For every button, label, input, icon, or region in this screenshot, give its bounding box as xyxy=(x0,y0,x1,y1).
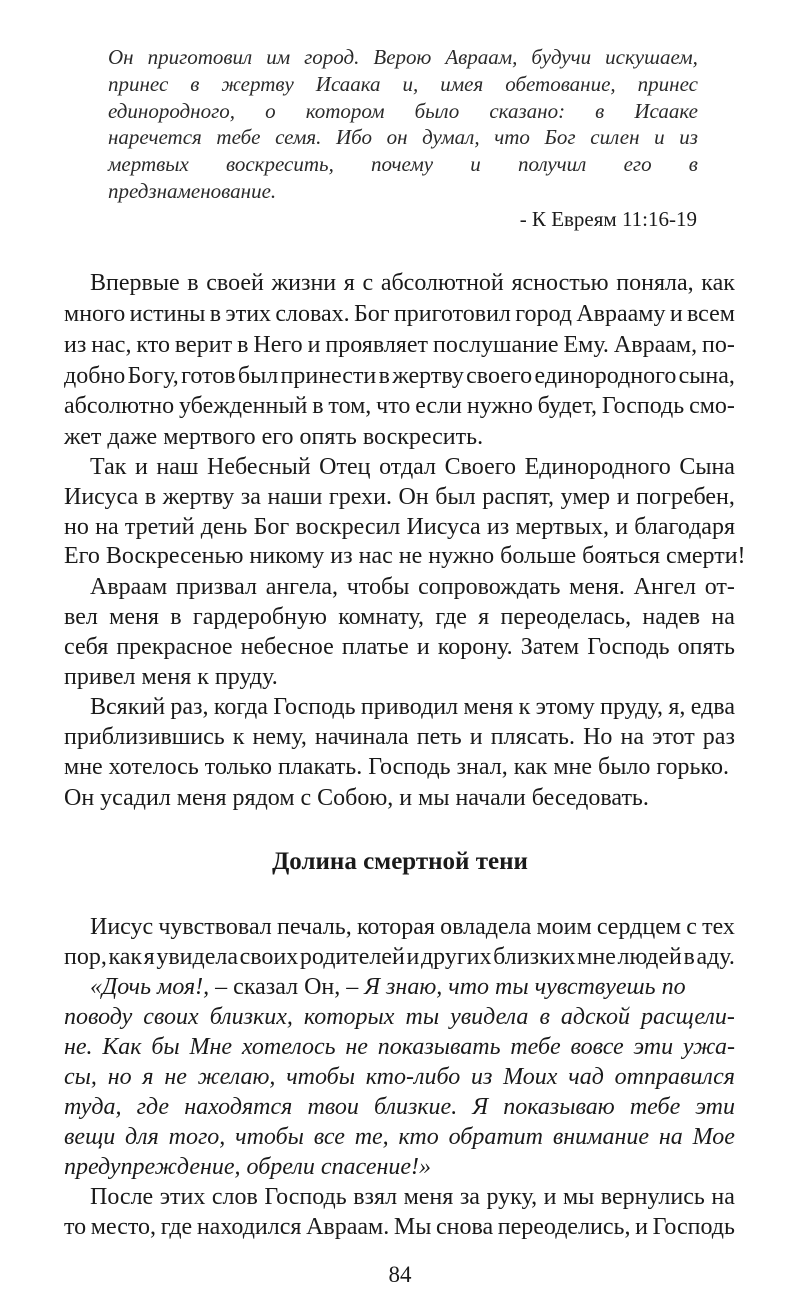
body-line: приблизившись к нему, начинала петь и плясать. Но на этот раз xyxy=(64,724,735,750)
body-line: После этих слов Господь взял меня за руку, и мы вернулись на xyxy=(90,1184,735,1210)
epigraph-line: наречется тебе семя. Ибо он думал, что Бог силен и из xyxy=(108,125,698,149)
epigraph-line: принес в жертву Исаака и, имея обетование, принес xyxy=(108,72,698,96)
quote-line: предупреждение, обрели спасение!» xyxy=(64,1154,432,1180)
quote-line: вещи для того, чтобы все те, кто обратит внимание на Мое xyxy=(64,1124,735,1150)
quote-line: не. Как бы Мне хотелось не показывать тебе вовсе эти ужа- xyxy=(64,1034,735,1060)
epigraph-line: Он приготовил им город. Верою Авраам, будучи искушаем, xyxy=(108,45,698,69)
body-line: Авраам призвал ангела, чтобы сопровождать меня. Ангел от- xyxy=(90,574,735,600)
page-number: 84 xyxy=(388,1262,412,1287)
body-line: привел меня к пруду. xyxy=(64,664,278,690)
quote-line: поводу своих близких, которых ты увидела в адской расщели- xyxy=(64,1004,735,1030)
quote-line: туда, где находятся твои близкие. Я показываю тебе эти xyxy=(64,1094,735,1120)
body-line: пор, как я увидела своих родителей и других близких мне людей в аду. xyxy=(64,944,735,970)
body-line: себя прекрасное небесное платье и корону. Затем Господь опять xyxy=(64,634,735,660)
body-line: то место, где находился Авраам. Мы снова переоделись, и Господь xyxy=(64,1214,735,1240)
epigraph-line: единородного, о котором было сказано: в Исааке xyxy=(108,99,698,123)
body-line: мне хотелось только плакать. Господь знал, как мне было горько. xyxy=(64,754,729,780)
body-line: Его Воскресенью никому из нас не нужно больше бояться смерти! xyxy=(64,543,746,569)
section-heading: Долина смертной тени xyxy=(272,848,528,875)
body-line: Иисус чувствовал печаль, которая овладела моим сердцем с тех xyxy=(90,914,735,940)
body-line: много истины в этих словах. Бог приготовил город Аврааму и всем xyxy=(64,301,735,327)
epigraph-line: мертвых воскресить, почему и получил его в xyxy=(108,152,698,176)
body-line: Иисуса в жертву за наши грехи. Он был распят, умер и погребен, xyxy=(64,484,735,510)
quote-said: – сказал Он, – xyxy=(209,974,365,1000)
body-line: добно Богу, готов был принести в жертву своего единородного сына, xyxy=(64,363,735,389)
quote-first: Я знаю, что ты чувствуешь по xyxy=(364,974,686,1000)
body-line: Он усадил меня рядом с Собою, и мы начали беседовать. xyxy=(64,785,649,811)
epigraph-line: предзнаменование. xyxy=(108,179,277,203)
body-line: Всякий раз, когда Господь приводил меня к этому пруду, я, едва xyxy=(90,694,735,720)
body-line: вел меня в гардеробную комнату, где я переоделась, надев на xyxy=(64,604,735,630)
quote-first-line xyxy=(90,974,686,1001)
quote-line: сы, но я не желаю, чтобы кто-либо из Моих чад отправился xyxy=(64,1064,735,1090)
epigraph-attribution: - К Евреям 11:16-19 xyxy=(519,207,697,231)
body-line: из нас, кто верит в Него и проявляет послушание Ему. Авраам, по- xyxy=(64,332,735,358)
body-line: но на третий день Бог воскресил Иисуса из мертвых, и благодаря xyxy=(64,514,735,540)
body-line: абсолютно убежденный в том, что если нужно будет, Господь смо- xyxy=(64,393,735,419)
body-line: Так и наш Небесный Отец отдал Своего Единородного Сына xyxy=(90,454,735,480)
body-line: Впервые в своей жизни я с абсолютной ясностью поняла, как xyxy=(90,270,735,296)
quote-open: «Дочь моя!, xyxy=(90,974,210,1000)
body-line: жет даже мертвого его опять воскресить. xyxy=(64,424,484,450)
